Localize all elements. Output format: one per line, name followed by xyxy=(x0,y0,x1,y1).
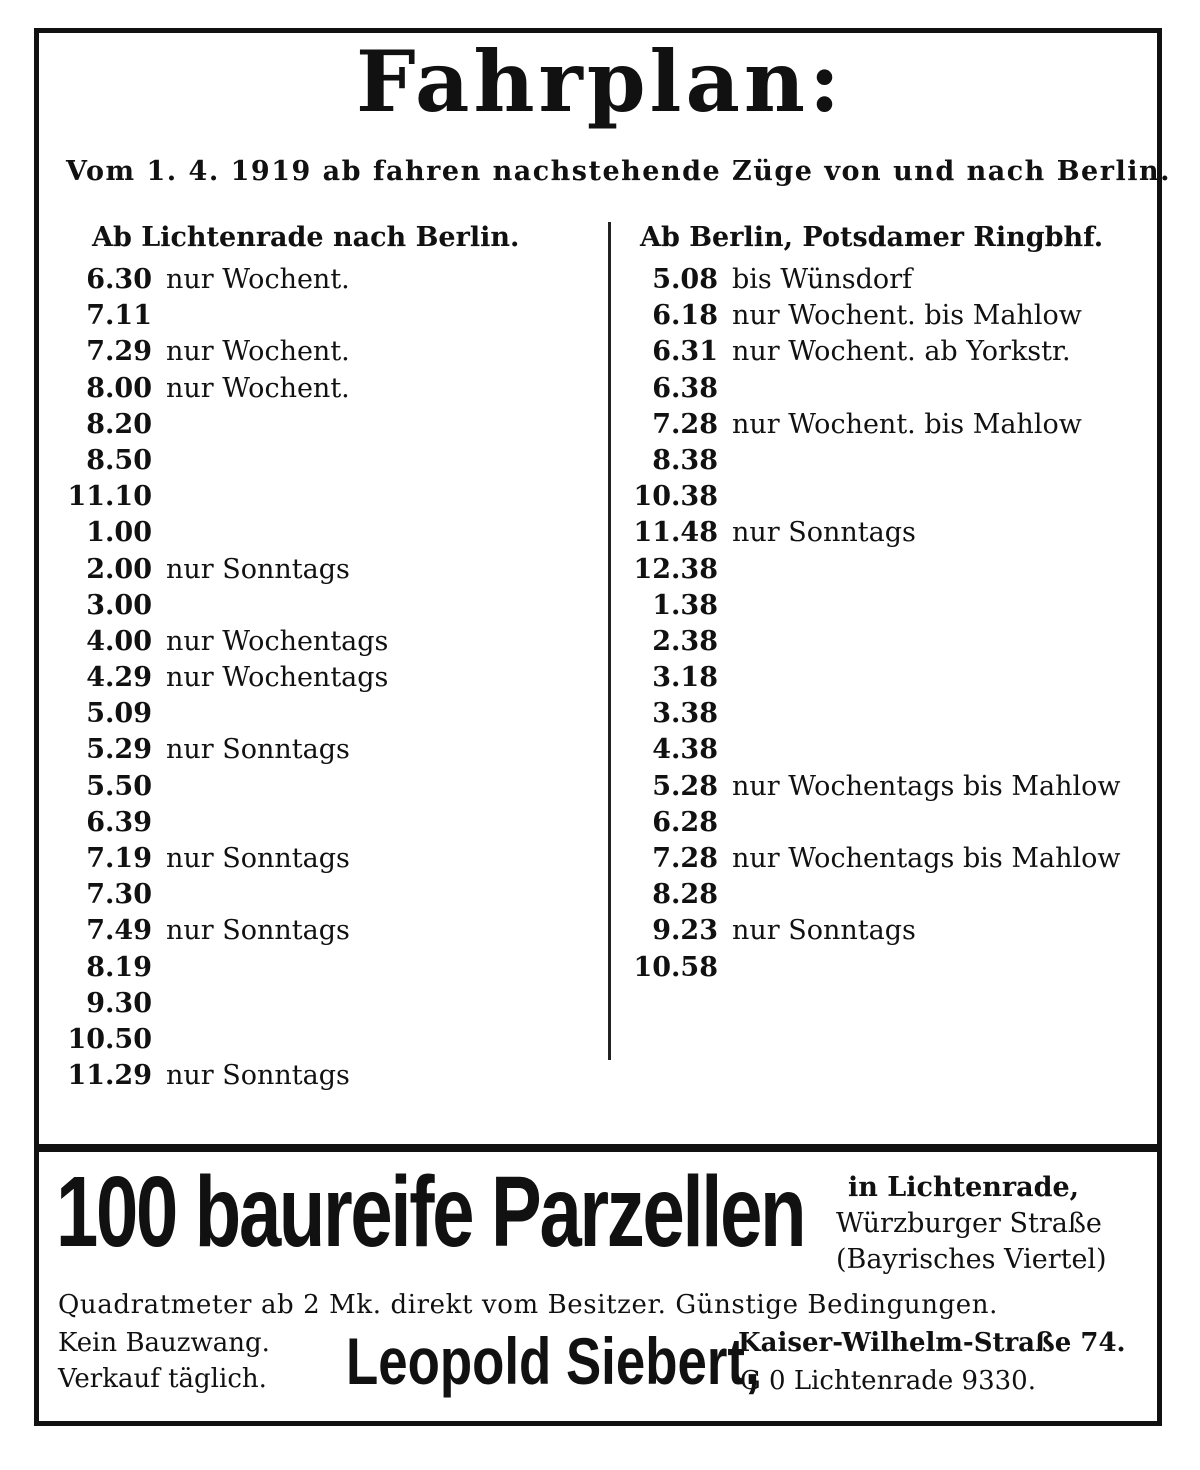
timetable-row xyxy=(632,552,1120,588)
departure-note: nur Wochentags xyxy=(166,625,389,657)
timetable-row xyxy=(66,841,388,877)
departure-time: 7.49 xyxy=(86,915,152,947)
departure-note: nur Sonntags xyxy=(732,915,916,947)
timetable-row xyxy=(632,913,1120,949)
departure-time: 4.00 xyxy=(86,625,152,657)
departures-lichtenrade-list xyxy=(66,262,388,1094)
departure-time: 8.20 xyxy=(86,408,152,440)
ad-location-line3: (Bayrisches Viertel) xyxy=(836,1244,1107,1275)
timetable-row xyxy=(66,552,388,588)
timetable-row xyxy=(66,334,388,370)
departures-berlin-list xyxy=(632,262,1120,986)
departure-time: 8.38 xyxy=(652,444,718,476)
departure-time: 2.00 xyxy=(86,553,152,585)
timetable-row xyxy=(66,986,388,1022)
timetable-row xyxy=(632,334,1120,370)
departure-note: nur Sonntags xyxy=(166,843,350,874)
departure-time: 5.28 xyxy=(652,770,718,802)
departure-time: 7.19 xyxy=(86,843,152,874)
timetable-row xyxy=(66,660,388,696)
departure-note: nur Wochent. xyxy=(166,264,350,295)
departure-time: 6.28 xyxy=(652,806,718,838)
departure-time: 8.19 xyxy=(86,951,152,983)
timetable-row xyxy=(66,950,388,986)
departure-time: 10.58 xyxy=(633,951,718,983)
timetable-row xyxy=(632,950,1120,986)
timetable-row xyxy=(632,660,1120,696)
departure-time: 4.38 xyxy=(652,734,718,766)
departure-time: 11.29 xyxy=(67,1060,152,1092)
ad-phone: G 0 Lichtenrade 9330. xyxy=(740,1366,1036,1396)
timetable-row xyxy=(632,515,1120,551)
timetable-row xyxy=(632,407,1120,443)
departure-note: nur Wochentags bis Mahlow xyxy=(732,843,1121,874)
departure-time: 11.10 xyxy=(67,481,152,513)
departure-time: 7.30 xyxy=(86,879,152,911)
departure-time: 2.38 xyxy=(652,625,718,657)
departure-note: nur Wochentags xyxy=(166,662,389,694)
timetable-row xyxy=(66,1058,388,1094)
departure-note: nur Sonntags xyxy=(732,517,916,549)
ad-seller-name: Leopold Siebert, xyxy=(346,1324,760,1398)
ad-no-obligation: Kein Bauzwang. xyxy=(58,1328,270,1358)
timetable-row xyxy=(66,1022,388,1058)
departure-time: 3.18 xyxy=(652,662,718,694)
timetable-row xyxy=(632,298,1120,334)
departure-time: 3.00 xyxy=(86,589,152,621)
departure-time: 10.38 xyxy=(633,481,718,513)
timetable-row xyxy=(66,805,388,841)
timetable-row xyxy=(632,732,1120,768)
departure-note: nur Wochent. bis Mahlow xyxy=(732,408,1082,440)
timetable-row xyxy=(66,588,388,624)
departure-note: nur Wochent. xyxy=(166,336,350,368)
departure-time: 12.38 xyxy=(633,553,718,585)
departure-time: 1.38 xyxy=(652,589,718,621)
departure-time: 10.50 xyxy=(67,1023,152,1055)
departure-time: 4.29 xyxy=(86,662,152,694)
departure-time: 7.11 xyxy=(86,300,152,332)
timetable-row xyxy=(66,298,388,334)
timetable-row xyxy=(66,443,388,479)
timetable-row xyxy=(66,515,388,551)
timetable-row xyxy=(632,262,1120,298)
timetable-row xyxy=(66,877,388,913)
timetable-row xyxy=(632,696,1120,732)
departure-time: 11.48 xyxy=(633,517,718,549)
advertisement-divider xyxy=(38,1144,1160,1152)
left-column-heading: Ab Lichtenrade nach Berlin. xyxy=(92,222,520,253)
departure-time: 7.29 xyxy=(86,336,152,368)
schedule-subtitle: Vom 1. 4. 1919 ab fahren nachstehende Züge von und nach Berlin. xyxy=(66,156,1171,187)
departure-note: nur Wochent. xyxy=(166,372,350,404)
timetable-row xyxy=(66,371,388,407)
timetable-row xyxy=(632,479,1120,515)
departure-time: 6.38 xyxy=(652,372,718,404)
right-column-heading: Ab Berlin, Potsdamer Ringbhf. xyxy=(640,222,1104,253)
timetable-row xyxy=(632,877,1120,913)
departure-time: 3.38 xyxy=(652,698,718,730)
ad-location-line1: in Lichtenrade, xyxy=(848,1172,1080,1203)
departure-note: nur Sonntags xyxy=(166,1060,350,1092)
departure-time: 6.39 xyxy=(86,806,152,838)
timetable-row xyxy=(66,479,388,515)
timetable-row xyxy=(66,913,388,949)
timetable-row xyxy=(66,696,388,732)
timetable-row xyxy=(632,769,1120,805)
timetable-row xyxy=(632,443,1120,479)
timetable-row xyxy=(632,371,1120,407)
timetable-row xyxy=(632,588,1120,624)
ad-headline: 100 baureife Parzellen xyxy=(56,1156,805,1268)
ad-terms: Quadratmeter ab 2 Mk. direkt vom Besitzer. Günstige Bedingungen. xyxy=(58,1290,998,1320)
departure-time: 8.28 xyxy=(652,879,718,911)
departure-time: 8.00 xyxy=(86,372,152,404)
timetable-row xyxy=(66,624,388,660)
departure-time: 7.28 xyxy=(652,843,718,874)
timetable-row xyxy=(66,769,388,805)
ad-location xyxy=(836,1170,1148,1278)
departure-time: 9.30 xyxy=(86,987,152,1019)
departure-note: nur Sonntags xyxy=(166,553,350,585)
departure-time: 5.29 xyxy=(86,734,152,766)
ad-daily-sale: Verkauf täglich. xyxy=(58,1364,267,1394)
departure-time: 6.18 xyxy=(652,300,718,332)
departure-time: 7.28 xyxy=(652,408,718,440)
departure-time: 8.50 xyxy=(86,444,152,476)
departure-time: 6.31 xyxy=(652,336,718,368)
departure-time: 1.00 xyxy=(86,517,152,549)
departure-note: nur Sonntags xyxy=(166,734,350,766)
ad-seller-address: Kaiser-Wilhelm-Straße 74. xyxy=(738,1328,1126,1358)
departure-note: nur Wochentags bis Mahlow xyxy=(732,770,1121,802)
column-divider xyxy=(608,222,611,1060)
departure-note: nur Wochent. ab Yorkstr. xyxy=(732,336,1071,368)
timetable-row xyxy=(632,841,1120,877)
timetable-row xyxy=(66,732,388,768)
departure-time: 5.50 xyxy=(86,770,152,802)
page-title: Fahrplan: xyxy=(356,32,844,131)
departure-time: 6.30 xyxy=(86,264,152,295)
timetable-row xyxy=(66,262,388,298)
timetable-row xyxy=(66,407,388,443)
departure-time: 9.23 xyxy=(652,915,718,947)
timetable-row xyxy=(632,624,1120,660)
departure-time: 5.09 xyxy=(86,698,152,730)
departure-time: 5.08 xyxy=(652,264,718,295)
departure-note: nur Sonntags xyxy=(166,915,350,947)
timetable-row xyxy=(632,805,1120,841)
ad-location-line2: Würzburger Straße xyxy=(836,1208,1102,1239)
departure-note: bis Wünsdorf xyxy=(732,264,913,295)
departure-note: nur Wochent. bis Mahlow xyxy=(732,300,1082,332)
